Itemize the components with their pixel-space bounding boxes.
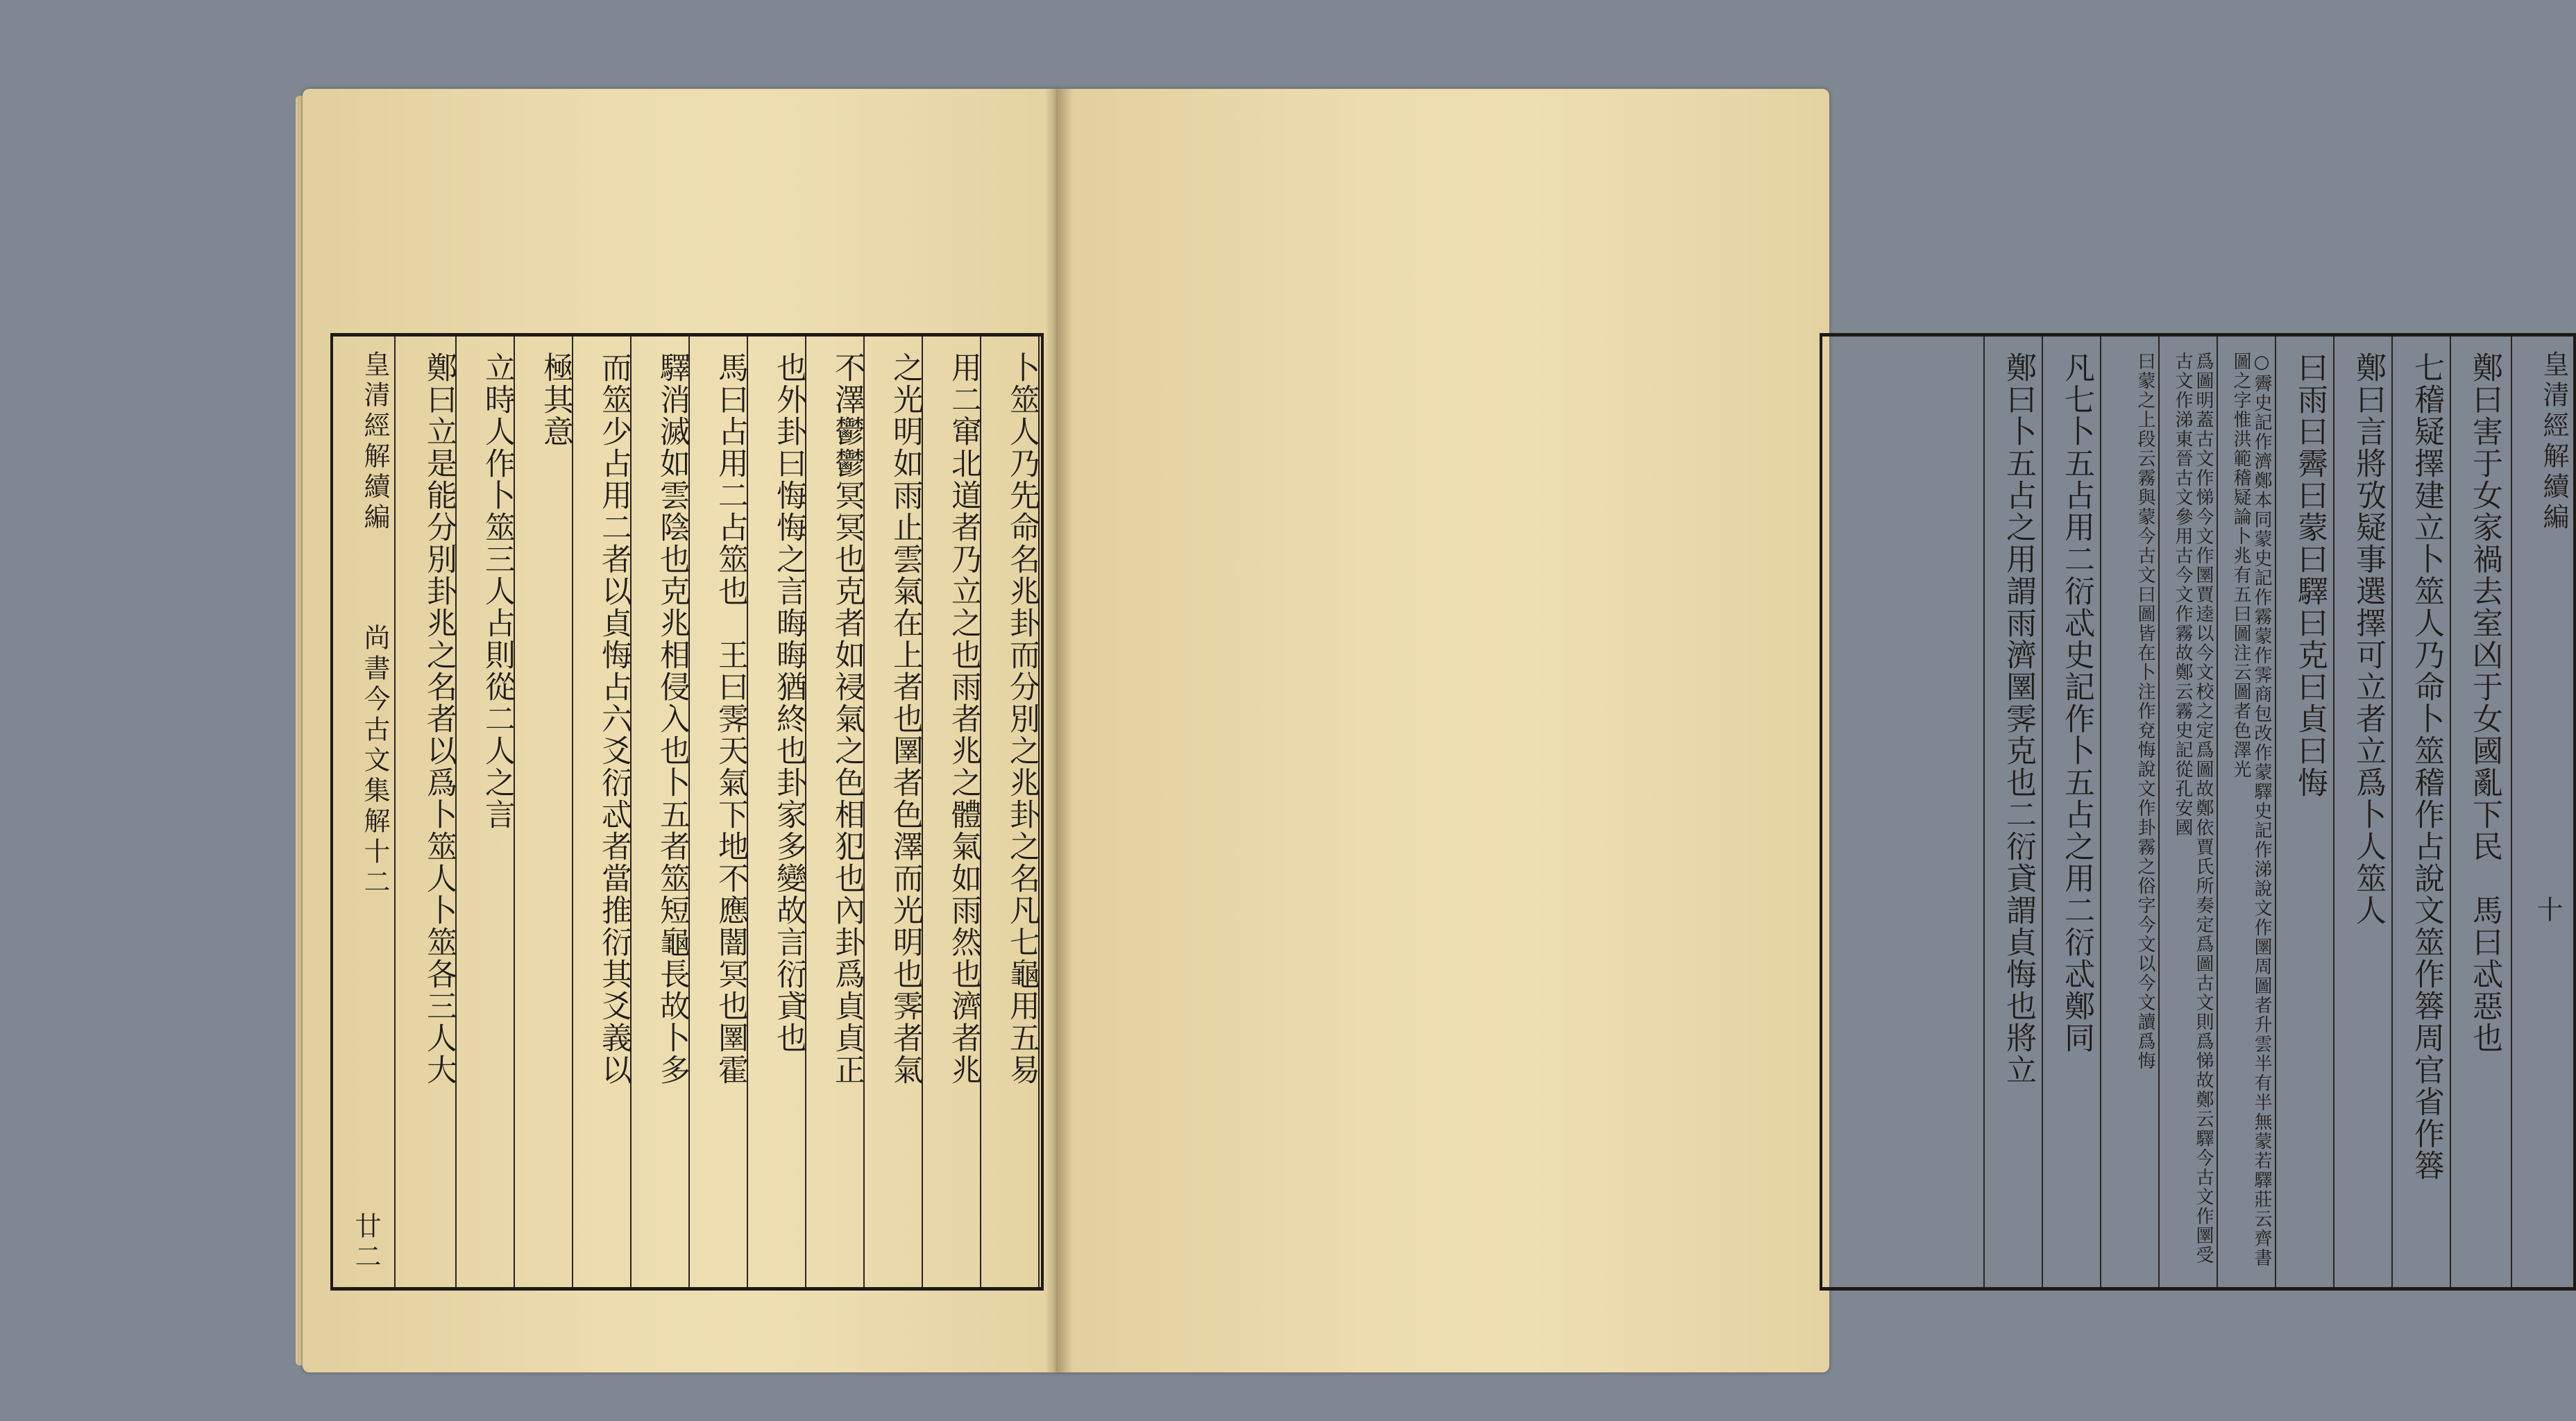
column-rule (805, 337, 806, 1287)
text-column: 立時人作卜筮三人占則從二人之言 (480, 352, 515, 831)
column-rule (630, 337, 632, 1287)
left-spine-column (333, 337, 394, 1287)
column-rule (1038, 337, 1040, 1287)
column-rule (1983, 337, 1985, 1287)
left-spine-title: 皇清經解續編 (359, 350, 390, 534)
left-page-number: 廿二 (350, 1212, 381, 1273)
text-column: 而筮少占用二者以貞悔占六爻衍忒者當推衍其爻義以 (596, 352, 632, 1086)
column-rule (2333, 337, 2334, 1287)
column-rule (2275, 337, 2276, 1287)
text-column: 凡七卜五占用二衍忒史記作卜五占之用二衍忒鄭同 (2059, 352, 2094, 1054)
text-column: 鄭曰言將攷疑事選擇可立者立爲卜人筮人 (2350, 352, 2386, 926)
text-column: 卜筮人乃先命名兆卦而分別之兆卦之名凡七龜用五易 (1004, 352, 1040, 1086)
open-book (303, 89, 2569, 1372)
text-column: 鄭曰害于女家禍去室凶于女國亂下民 馬曰忒惡也 (2467, 352, 2502, 1054)
column-rule (980, 337, 981, 1287)
column-rule (2391, 337, 2393, 1287)
column-rule (394, 337, 396, 1287)
text-column: ○霽史記作濟鄭本同蒙史記作霧蒙作霁商包改作蒙驛史記作涕說文作圛周圖者升雲半有半無蒙若驛莊云齊書圖之字惟洪範稽疑論卜兆有五曰圖注云圖者色澤光 (2230, 352, 2272, 1268)
column-rule (922, 337, 923, 1287)
right-text-frame (1820, 333, 2576, 1291)
text-column: 曰雨曰霽曰蒙曰驛曰克曰貞曰悔 (2292, 352, 2328, 799)
column-rule (514, 337, 515, 1287)
text-column: 爲圖明蓋古文作悌今文作圛賈逵以今文校之定爲圖故鄭依賈氏所奏定爲圖古文則爲悌故鄭云驛今古文作圛受古文作涕東晉古文參用古今文作霧故鄭云霧史記從孔安國 (2172, 352, 2214, 1265)
text-column: 馬曰占用二占筮也 王曰霁天氣下地不應闇冥也圛霍 (713, 352, 748, 1086)
left-page (303, 89, 1059, 1372)
text-column: 驛消滅如雲陰也克兆相侵入也卜五者筮短龜長故卜多 (654, 352, 690, 1086)
text-column: 極其意 (538, 352, 573, 448)
column-rule (2042, 337, 2043, 1287)
text-column: 鄭曰卜五占之用謂雨濟圛霁克也二衍貣謂貞悔也將立 (2001, 352, 2036, 1086)
column-rule (2450, 337, 2451, 1287)
right-spine-column (2512, 337, 2573, 1287)
text-column: 不澤鬱鬱冥冥也克者如祲氣之色相犯也內卦爲貞貞正 (829, 352, 865, 1086)
column-rule (688, 337, 690, 1287)
column-rule (863, 337, 865, 1287)
column-rule (572, 337, 573, 1287)
column-rule (2217, 337, 2218, 1287)
right-page (1058, 89, 2569, 1372)
column-rule (2511, 337, 2512, 1287)
text-column: 七稽疑擇建立卜筮人乃命卜筮稽作占說文筮作簭周官省作簭 (2409, 352, 2444, 1182)
column-rule (455, 337, 457, 1287)
column-rule (747, 337, 748, 1287)
text-column: 之光明如雨止雲氣在上者也圛者色澤而光明也霁者氣 (888, 352, 923, 1086)
right-page-number: 十 (2532, 896, 2563, 926)
right-spine-title: 皇清經解續編 (2539, 350, 2569, 534)
column-rule (2100, 337, 2101, 1287)
book-gutter (1045, 89, 1073, 1372)
text-column: 也外卦曰悔悔之言晦晦猶終也卦家多變故言衍貣也 (771, 352, 806, 1054)
text-column: 曰蒙之上段云霧與蒙今古文曰圖皆在卜注作兗悔說文作卦霧之俗字今文以今文讀爲悔 (2135, 352, 2155, 1071)
text-column: 鄭曰立是能分別卦兆之名者以爲卜筮人卜筮各三人大 (421, 352, 457, 1086)
text-column: 用二窜北道者乃立之也雨者兆之體氣如雨然也濟者兆 (946, 352, 981, 1086)
column-rule (2158, 337, 2160, 1287)
left-text-frame (330, 333, 1044, 1291)
left-spine-subtitle: 尚書今古文集解十二 (359, 624, 390, 899)
